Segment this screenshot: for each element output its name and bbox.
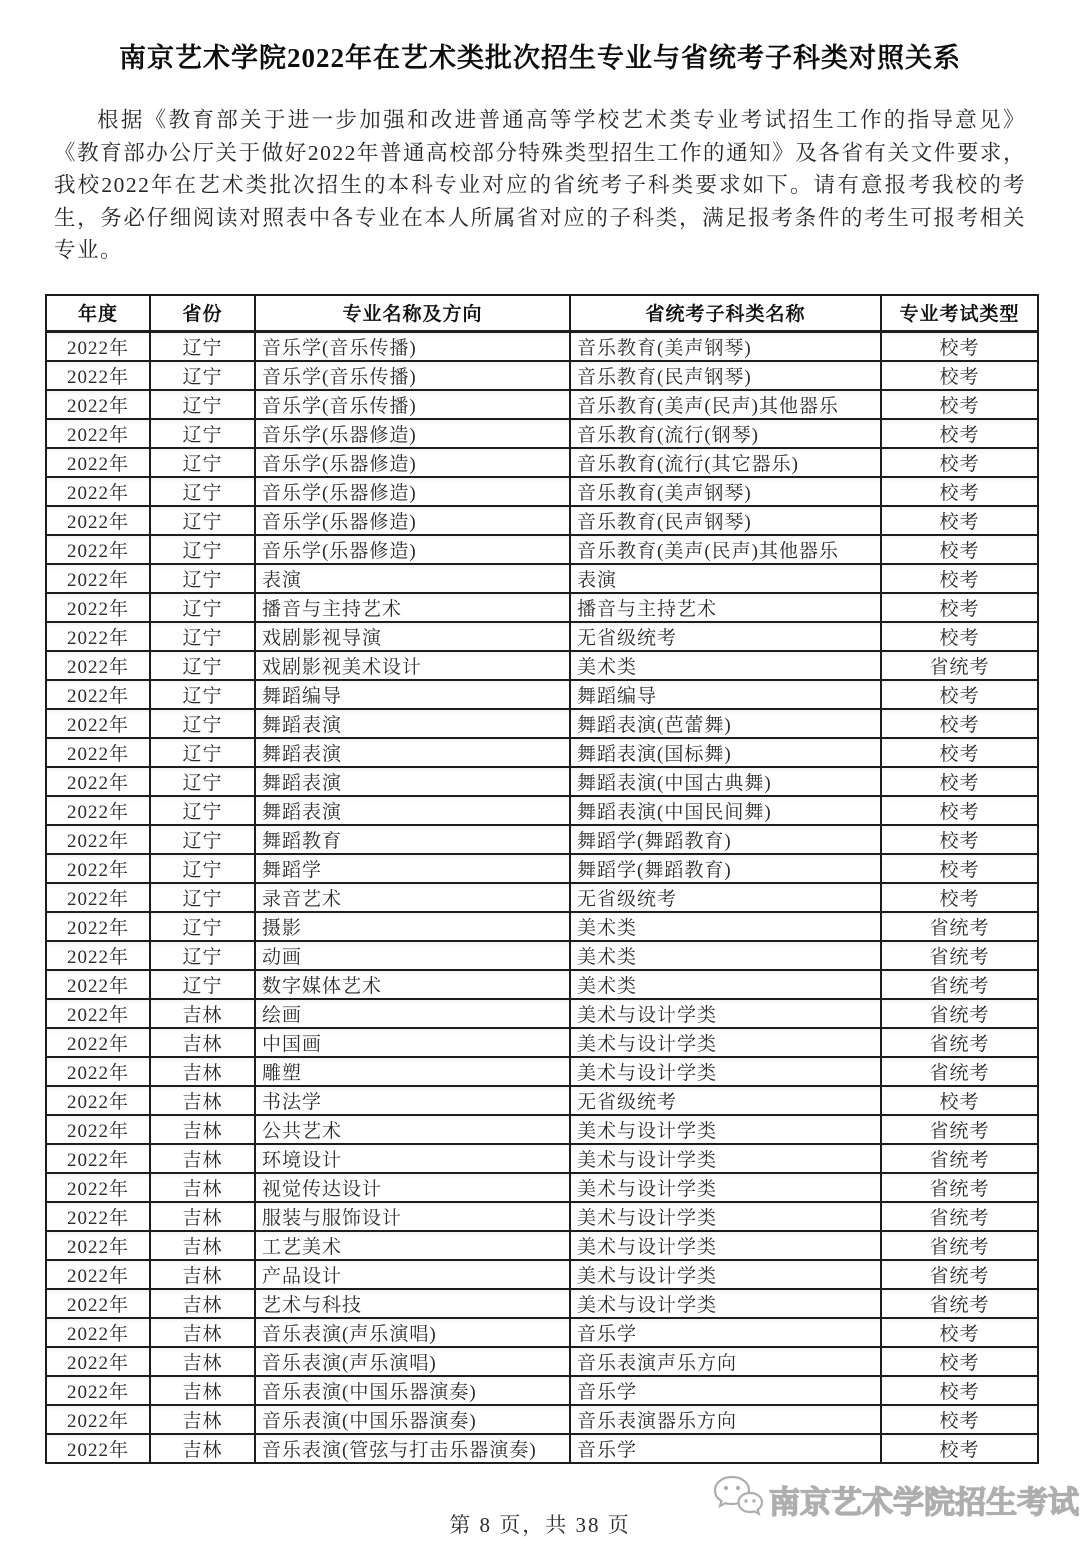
- cell-exam_type: 校考: [881, 593, 1038, 622]
- table-row: [46, 825, 1038, 854]
- cell-year: 2022年: [46, 709, 150, 738]
- table-row: [46, 1115, 1038, 1144]
- cell-exam_type: 校考: [881, 1434, 1038, 1463]
- table-row: [46, 1289, 1038, 1318]
- cell-year: 2022年: [46, 767, 150, 796]
- page-title: 南京艺术学院2022年在艺术类批次招生专业与省统考子科类对照关系: [119, 43, 961, 73]
- cell-exam_type: 校考: [881, 767, 1038, 796]
- cell-province: 辽宁: [150, 564, 255, 593]
- cell-subcategory: 美术与设计学类: [570, 1260, 881, 1289]
- cell-exam_type: 省统考: [881, 651, 1038, 680]
- cell-year: 2022年: [46, 1115, 150, 1144]
- cell-province: 吉林: [150, 1086, 255, 1115]
- cell-exam_type: 校考: [881, 622, 1038, 651]
- cell-year: 2022年: [46, 535, 150, 564]
- cell-province: 辽宁: [150, 419, 255, 448]
- cell-exam_type: 省统考: [881, 970, 1038, 999]
- cell-province: 辽宁: [150, 331, 255, 361]
- cell-subcategory: 音乐表演器乐方向: [570, 1405, 881, 1434]
- cell-province: 辽宁: [150, 970, 255, 999]
- cell-exam_type: 校考: [881, 419, 1038, 448]
- cell-year: 2022年: [46, 1028, 150, 1057]
- cell-major: 中国画: [255, 1028, 570, 1057]
- cell-exam_type: 省统考: [881, 941, 1038, 970]
- cell-province: 辽宁: [150, 477, 255, 506]
- table-row: [46, 419, 1038, 448]
- cell-major: 音乐表演(声乐演唱): [255, 1347, 570, 1376]
- cell-year: 2022年: [46, 622, 150, 651]
- cell-exam_type: 省统考: [881, 1028, 1038, 1057]
- cell-year: 2022年: [46, 1144, 150, 1173]
- cell-exam_type: 校考: [881, 796, 1038, 825]
- cell-province: 辽宁: [150, 506, 255, 535]
- cell-exam_type: 校考: [881, 1086, 1038, 1115]
- cell-subcategory: 音乐学: [570, 1434, 881, 1463]
- table-row: [46, 448, 1038, 477]
- cell-province: 辽宁: [150, 796, 255, 825]
- cell-year: 2022年: [46, 331, 150, 361]
- cell-subcategory: 舞蹈表演(芭蕾舞): [570, 709, 881, 738]
- table-row: [46, 1028, 1038, 1057]
- table-row: [46, 970, 1038, 999]
- cell-year: 2022年: [46, 999, 150, 1028]
- cell-subcategory: 美术与设计学类: [570, 1289, 881, 1318]
- cell-year: 2022年: [46, 912, 150, 941]
- cell-exam_type: 省统考: [881, 912, 1038, 941]
- cell-exam_type: 省统考: [881, 1057, 1038, 1086]
- comparison-table: [45, 294, 1039, 1464]
- cell-subcategory: 美术与设计学类: [570, 1173, 881, 1202]
- table-row: [46, 390, 1038, 419]
- cell-exam_type: 校考: [881, 564, 1038, 593]
- cell-province: 辽宁: [150, 825, 255, 854]
- cell-major: 环境设计: [255, 1144, 570, 1173]
- cell-exam_type: 校考: [881, 680, 1038, 709]
- cell-exam_type: 省统考: [881, 1173, 1038, 1202]
- cell-province: 辽宁: [150, 738, 255, 767]
- cell-major: 公共艺术: [255, 1115, 570, 1144]
- cell-major: 戏剧影视美术设计: [255, 651, 570, 680]
- cell-major: 舞蹈编导: [255, 680, 570, 709]
- cell-subcategory: 音乐教育(民声钢琴): [570, 506, 881, 535]
- cell-year: 2022年: [46, 680, 150, 709]
- cell-year: 2022年: [46, 883, 150, 912]
- table-row: [46, 854, 1038, 883]
- table-row: [46, 1086, 1038, 1115]
- cell-province: 吉林: [150, 1260, 255, 1289]
- cell-year: 2022年: [46, 1318, 150, 1347]
- cell-major: 舞蹈教育: [255, 825, 570, 854]
- cell-major: 播音与主持艺术: [255, 593, 570, 622]
- cell-exam_type: 校考: [881, 709, 1038, 738]
- cell-major: 音乐学(乐器修造): [255, 477, 570, 506]
- cell-major: 工艺美术: [255, 1231, 570, 1260]
- cell-province: 辽宁: [150, 883, 255, 912]
- cell-exam_type: 省统考: [881, 1231, 1038, 1260]
- cell-exam_type: 校考: [881, 1347, 1038, 1376]
- table-row: [46, 1231, 1038, 1260]
- cell-major: 音乐学(乐器修造): [255, 419, 570, 448]
- cell-year: 2022年: [46, 1173, 150, 1202]
- cell-subcategory: 音乐学: [570, 1318, 881, 1347]
- page-number: 第 8 页，共 38 页: [449, 1513, 631, 1537]
- cell-subcategory: 音乐教育(流行(其它器乐): [570, 448, 881, 477]
- cell-exam_type: 省统考: [881, 1115, 1038, 1144]
- cell-province: 吉林: [150, 1289, 255, 1318]
- cell-province: 辽宁: [150, 361, 255, 390]
- table-row: [46, 1057, 1038, 1086]
- table-row: [46, 883, 1038, 912]
- table-row: [46, 651, 1038, 680]
- cell-year: 2022年: [46, 796, 150, 825]
- column-header-year: 年度: [46, 295, 150, 331]
- cell-province: 辽宁: [150, 593, 255, 622]
- cell-major: 音乐学(乐器修造): [255, 448, 570, 477]
- cell-year: 2022年: [46, 419, 150, 448]
- cell-year: 2022年: [46, 390, 150, 419]
- table-row: [46, 999, 1038, 1028]
- cell-exam_type: 校考: [881, 361, 1038, 390]
- cell-major: 音乐表演(中国乐器演奏): [255, 1376, 570, 1405]
- cell-province: 辽宁: [150, 448, 255, 477]
- cell-subcategory: 舞蹈学(舞蹈教育): [570, 854, 881, 883]
- cell-province: 辽宁: [150, 854, 255, 883]
- cell-major: 产品设计: [255, 1260, 570, 1289]
- cell-subcategory: 音乐教育(美声钢琴): [570, 331, 881, 361]
- cell-province: 辽宁: [150, 651, 255, 680]
- cell-major: 雕塑: [255, 1057, 570, 1086]
- cell-subcategory: 舞蹈学(舞蹈教育): [570, 825, 881, 854]
- cell-province: 吉林: [150, 1173, 255, 1202]
- table-body: [46, 331, 1038, 1463]
- table-row: [46, 535, 1038, 564]
- cell-province: 辽宁: [150, 680, 255, 709]
- cell-exam_type: 省统考: [881, 1289, 1038, 1318]
- cell-subcategory: 无省级统考: [570, 883, 881, 912]
- cell-subcategory: 美术类: [570, 651, 881, 680]
- cell-major: 音乐学(乐器修造): [255, 535, 570, 564]
- table-row: [46, 912, 1038, 941]
- cell-subcategory: 音乐学: [570, 1376, 881, 1405]
- cell-year: 2022年: [46, 477, 150, 506]
- cell-subcategory: 美术与设计学类: [570, 1115, 881, 1144]
- cell-major: 摄影: [255, 912, 570, 941]
- cell-major: 书法学: [255, 1086, 570, 1115]
- cell-year: 2022年: [46, 1434, 150, 1463]
- cell-major: 视觉传达设计: [255, 1173, 570, 1202]
- cell-year: 2022年: [46, 564, 150, 593]
- column-header-major: 专业名称及方向: [255, 295, 570, 331]
- cell-year: 2022年: [46, 506, 150, 535]
- cell-year: 2022年: [46, 1405, 150, 1434]
- cell-subcategory: 表演: [570, 564, 881, 593]
- cell-subcategory: 播音与主持艺术: [570, 593, 881, 622]
- cell-year: 2022年: [46, 738, 150, 767]
- cell-major: 舞蹈表演: [255, 709, 570, 738]
- cell-major: 音乐学(音乐传播): [255, 361, 570, 390]
- cell-year: 2022年: [46, 1260, 150, 1289]
- table-row: [46, 331, 1038, 361]
- cell-province: 吉林: [150, 1434, 255, 1463]
- cell-subcategory: 舞蹈表演(中国民间舞): [570, 796, 881, 825]
- cell-province: 吉林: [150, 1231, 255, 1260]
- cell-province: 辽宁: [150, 767, 255, 796]
- cell-major: 艺术与科技: [255, 1289, 570, 1318]
- cell-major: 音乐学(音乐传播): [255, 331, 570, 361]
- cell-subcategory: 舞蹈表演(中国古典舞): [570, 767, 881, 796]
- cell-year: 2022年: [46, 1347, 150, 1376]
- cell-exam_type: 校考: [881, 535, 1038, 564]
- table-row: [46, 1405, 1038, 1434]
- table-row: [46, 361, 1038, 390]
- cell-year: 2022年: [46, 941, 150, 970]
- cell-exam_type: 校考: [881, 1405, 1038, 1434]
- cell-exam_type: 校考: [881, 506, 1038, 535]
- table-row: [46, 1347, 1038, 1376]
- cell-exam_type: 校考: [881, 448, 1038, 477]
- cell-major: 音乐学(音乐传播): [255, 390, 570, 419]
- table-row: [46, 1144, 1038, 1173]
- cell-subcategory: 美术类: [570, 941, 881, 970]
- cell-major: 音乐学(乐器修造): [255, 506, 570, 535]
- cell-subcategory: 美术与设计学类: [570, 1057, 881, 1086]
- cell-exam_type: 校考: [881, 390, 1038, 419]
- cell-subcategory: 舞蹈表演(国标舞): [570, 738, 881, 767]
- table-row: [46, 477, 1038, 506]
- table-row: [46, 796, 1038, 825]
- cell-major: 录音艺术: [255, 883, 570, 912]
- cell-year: 2022年: [46, 1231, 150, 1260]
- cell-subcategory: 音乐教育(美声(民声)其他器乐: [570, 390, 881, 419]
- cell-subcategory: 音乐教育(美声(民声)其他器乐: [570, 535, 881, 564]
- cell-major: 表演: [255, 564, 570, 593]
- cell-subcategory: 音乐教育(美声钢琴): [570, 477, 881, 506]
- cell-major: 音乐表演(中国乐器演奏): [255, 1405, 570, 1434]
- cell-province: 吉林: [150, 999, 255, 1028]
- cell-year: 2022年: [46, 361, 150, 390]
- cell-subcategory: 美术类: [570, 912, 881, 941]
- cell-year: 2022年: [46, 854, 150, 883]
- cell-subcategory: 美术与设计学类: [570, 999, 881, 1028]
- table-row: [46, 1434, 1038, 1463]
- cell-subcategory: 美术与设计学类: [570, 1202, 881, 1231]
- cell-major: 舞蹈学: [255, 854, 570, 883]
- cell-year: 2022年: [46, 970, 150, 999]
- cell-year: 2022年: [46, 651, 150, 680]
- cell-province: 吉林: [150, 1057, 255, 1086]
- column-header-province: 省份: [150, 295, 255, 331]
- table-row: [46, 564, 1038, 593]
- table-row: [46, 1202, 1038, 1231]
- cell-year: 2022年: [46, 1086, 150, 1115]
- cell-subcategory: 音乐表演声乐方向: [570, 1347, 881, 1376]
- cell-province: 辽宁: [150, 622, 255, 651]
- table-row: [46, 767, 1038, 796]
- cell-province: 辽宁: [150, 912, 255, 941]
- cell-province: 辽宁: [150, 390, 255, 419]
- cell-province: 吉林: [150, 1202, 255, 1231]
- table-row: [46, 593, 1038, 622]
- cell-major: 服装与服饰设计: [255, 1202, 570, 1231]
- cell-province: 吉林: [150, 1318, 255, 1347]
- cell-major: 数字媒体艺术: [255, 970, 570, 999]
- cell-major: 舞蹈表演: [255, 738, 570, 767]
- table-header-row: [46, 295, 1038, 331]
- cell-major: 绘画: [255, 999, 570, 1028]
- cell-exam_type: 校考: [881, 883, 1038, 912]
- cell-exam_type: 省统考: [881, 1202, 1038, 1231]
- table-row: [46, 709, 1038, 738]
- cell-year: 2022年: [46, 1376, 150, 1405]
- cell-year: 2022年: [46, 1057, 150, 1086]
- cell-exam_type: 省统考: [881, 999, 1038, 1028]
- cell-year: 2022年: [46, 593, 150, 622]
- cell-subcategory: 美术与设计学类: [570, 1144, 881, 1173]
- cell-exam_type: 校考: [881, 1318, 1038, 1347]
- column-header-subcategory: 省统考子科类名称: [570, 295, 881, 331]
- cell-province: 吉林: [150, 1405, 255, 1434]
- table-header: [46, 295, 1038, 331]
- cell-major: 舞蹈表演: [255, 796, 570, 825]
- cell-major: 舞蹈表演: [255, 767, 570, 796]
- cell-province: 吉林: [150, 1028, 255, 1057]
- cell-province: 吉林: [150, 1347, 255, 1376]
- cell-exam_type: 校考: [881, 738, 1038, 767]
- column-header-exam-type: 专业考试类型: [881, 295, 1038, 331]
- cell-province: 吉林: [150, 1376, 255, 1405]
- cell-subcategory: 无省级统考: [570, 622, 881, 651]
- cell-year: 2022年: [46, 448, 150, 477]
- cell-province: 吉林: [150, 1144, 255, 1173]
- table-row: [46, 622, 1038, 651]
- cell-subcategory: 美术类: [570, 970, 881, 999]
- cell-major: 动画: [255, 941, 570, 970]
- cell-province: 辽宁: [150, 535, 255, 564]
- cell-major: 音乐表演(声乐演唱): [255, 1318, 570, 1347]
- cell-province: 辽宁: [150, 709, 255, 738]
- cell-subcategory: 美术与设计学类: [570, 1028, 881, 1057]
- cell-province: 吉林: [150, 1115, 255, 1144]
- cell-province: 辽宁: [150, 941, 255, 970]
- cell-subcategory: 舞蹈编导: [570, 680, 881, 709]
- intro-paragraph: 根据《教育部关于进一步加强和改进普通高等学校艺术类专业考试招生工作的指导意见》《教育部办公厅关于做好2022年普通高校部分特殊类型招生工作的通知》及各省有关文件要求，我校2022年在艺术类批次招生的本科专业对应的省统考子科类要求如下。请有意报考我校的考生，务必仔细阅读对照表中各专业在本人所属省对应的子科类，满足报考条件的考生可报考相关专业。: [54, 108, 1026, 262]
- cell-exam_type: 省统考: [881, 1144, 1038, 1173]
- table-row: [46, 1318, 1038, 1347]
- cell-year: 2022年: [46, 1289, 150, 1318]
- cell-subcategory: 美术与设计学类: [570, 1231, 881, 1260]
- cell-subcategory: 音乐教育(流行(钢琴): [570, 419, 881, 448]
- cell-year: 2022年: [46, 825, 150, 854]
- cell-exam_type: 校考: [881, 854, 1038, 883]
- cell-exam_type: 校考: [881, 1376, 1038, 1405]
- table-row: [46, 941, 1038, 970]
- table-row: [46, 680, 1038, 709]
- cell-exam_type: 校考: [881, 825, 1038, 854]
- cell-subcategory: 音乐教育(民声钢琴): [570, 361, 881, 390]
- cell-major: 音乐表演(管弦与打击乐器演奏): [255, 1434, 570, 1463]
- cell-exam_type: 校考: [881, 477, 1038, 506]
- table-row: [46, 738, 1038, 767]
- table-row: [46, 1173, 1038, 1202]
- cell-exam_type: 省统考: [881, 1260, 1038, 1289]
- cell-exam_type: 校考: [881, 331, 1038, 361]
- cell-major: 戏剧影视导演: [255, 622, 570, 651]
- cell-year: 2022年: [46, 1202, 150, 1231]
- cell-subcategory: 无省级统考: [570, 1086, 881, 1115]
- table-row: [46, 506, 1038, 535]
- table-row: [46, 1260, 1038, 1289]
- watermark-text: 南京艺术学院招生考试: [769, 1485, 1079, 1520]
- table-row: [46, 1376, 1038, 1405]
